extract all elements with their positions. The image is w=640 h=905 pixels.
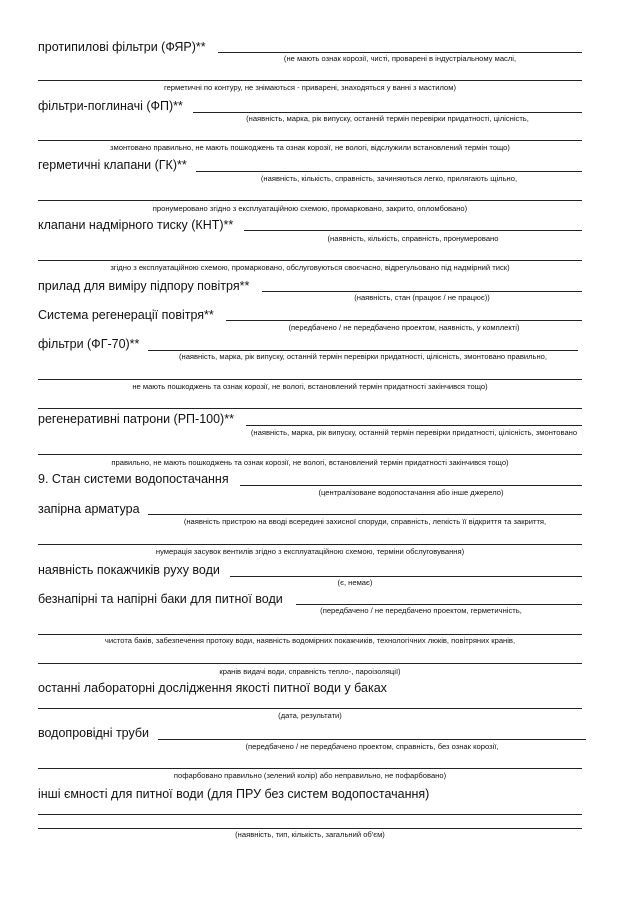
tanks-input-line[interactable] [296, 604, 582, 605]
valves-hint-2: нумерація засувок вентилів згідно з експлуатаційною схемою, терміни обслуговування) [155, 547, 465, 556]
rp100-input-line[interactable] [246, 425, 582, 426]
pressure-device-input-line[interactable] [262, 291, 582, 292]
valves-input-line[interactable] [148, 514, 582, 515]
pipes-input-line[interactable] [158, 739, 586, 740]
fpr-label: протипилові фільтри (ФЯР)** [38, 40, 206, 54]
other-tanks-hint: (наявність, тип, кількість, загальний об'єм) [235, 830, 385, 839]
rp100-hint-2: правильно, не мають пошкоджень та ознак корозії, не вологі, встановлений термін придатності закінчився тощо) [111, 458, 509, 467]
pipes-hint-2: пофарбовано правильно (зелений колір) або неправильно, не пофарбовано) [173, 771, 447, 780]
water-hint: (централізоване водопостачання або інше джерело) [318, 488, 504, 497]
water-input-line[interactable] [240, 485, 582, 486]
regen-label: Система регенерації повітря** [38, 308, 214, 322]
rp100-input-line-2[interactable] [38, 454, 582, 455]
fp-hint-2: змонтовано правильно, не мають пошкоджень та ознак корозії, не вологі, відслужили встановлений термін тощо) [110, 143, 510, 152]
tanks-input-line-3[interactable] [38, 663, 582, 664]
fp-hint-1: (наявність, марка, рік випуску, останній термін перевірки придатності, цілісність, [246, 114, 529, 123]
fg70-input-line-2[interactable] [38, 379, 582, 380]
gk-input-line-2[interactable] [38, 200, 582, 201]
gk-hint-1: (наявність, кількість, справність, зачиняються легко, прилягають щільно, [260, 174, 518, 183]
valves-hint-1: (наявність пристрою на вводі всередині захисної споруди, справність, легкість її відкриття та закриття, [183, 517, 547, 526]
knt-hint-1: (наявність, кількість, справність, пронумеровано [327, 234, 499, 243]
gk-label: герметичні клапани (ГК)** [38, 158, 187, 172]
regen-hint: (передбачено / не передбачено проектом, наявність, у комплекті) [288, 323, 520, 332]
pressure-device-hint: (наявність, стан (працює / не працює)) [354, 293, 490, 302]
regen-input-line[interactable] [226, 320, 582, 321]
fpr-input-line-2[interactable] [38, 80, 582, 81]
tanks-label: безнапірні та напірні баки для питної води [38, 592, 283, 606]
tanks-hint-1: (передбачено / не передбачено проектом, герметичність, [320, 606, 522, 615]
lab-hint: (дата, результати) [278, 711, 342, 720]
gk-input-line[interactable] [196, 171, 582, 172]
knt-hint-2: згідно з експлуатаційною схемою, промарковано, обслуговуються своєчасно, відрегульовано під надмірний тиск) [110, 263, 510, 272]
valves-label: запірна арматура [38, 502, 140, 516]
lab-input-line[interactable] [38, 708, 582, 709]
flow-input-line[interactable] [230, 576, 582, 577]
gk-hint-2: пронумеровано згідно з експлуатаційною схемою, промарковано, закрито, опломбовано) [152, 204, 468, 213]
fg70-input-line-3[interactable] [38, 408, 582, 409]
water-label: 9. Стан системи водопостачання [38, 472, 229, 486]
tanks-hint-3: кранів видачі води, справність тепло-, пароізоляції) [219, 667, 401, 676]
fp-input-line[interactable] [193, 112, 582, 113]
fp-input-line-2[interactable] [38, 140, 582, 141]
fg70-hint-1: (наявність, марка, рік випуску, останній термін перевірки придатності, цілісність, змонтовано правильно, [178, 352, 548, 361]
rp100-hint-1: (наявність, марка, рік випуску, останній термін перевірки придатності, цілісність, змонтовано [250, 428, 578, 437]
knt-input-line-2[interactable] [38, 260, 582, 261]
other-tanks-label: інші ємності для питної води (для ПРУ без систем водопостачання) [38, 787, 430, 801]
knt-label: клапани надмірного тиску (КНТ)** [38, 218, 234, 232]
tanks-hint-2: чистота баків, забезпечення протоку води, наявність водомірних покажчиків, технологічних люків, повітряних кранів, [104, 636, 516, 645]
fg70-hint-2: не мають пошкоджень та ознак корозії, не вологі, встановлений термін придатності закінчився тощо) [132, 382, 488, 391]
knt-input-line[interactable] [244, 230, 582, 231]
tanks-input-line-2[interactable] [38, 634, 582, 635]
flow-hint: (є, немає) [337, 578, 373, 587]
pipes-input-line-2[interactable] [38, 768, 582, 769]
valves-input-line-2[interactable] [38, 544, 582, 545]
other-tanks-input-line[interactable] [38, 814, 582, 815]
rp100-label: регенеративні патрони (РП-100)** [38, 412, 234, 426]
pipes-label: водопровідні труби [38, 726, 150, 740]
lab-label: останні лабораторні дослідження якості питної води у баках [38, 681, 387, 695]
pressure-device-label: прилад для виміру підпору повітря** [38, 279, 250, 293]
fp-label: фільтри-поглиначі (ФП)** [38, 99, 183, 113]
fpr-input-line[interactable] [218, 52, 582, 53]
fpr-hint-2: герметичні по контуру, не знімаються - приварені, знаходяться у ванні з мастилом) [163, 83, 457, 92]
pipes-hint-1: (передбачено / не передбачено проектом, справність, без ознак корозії, [245, 742, 499, 751]
fpr-hint-1: (не мають ознак корозії, чисті, проварені в індустріальному маслі, [283, 54, 517, 63]
fg70-label: фільтри (ФГ-70)** [38, 337, 140, 351]
fg70-input-line[interactable] [148, 350, 578, 351]
other-tanks-input-line-2[interactable] [38, 828, 582, 829]
flow-label: наявність покажчиків руху води [38, 563, 220, 577]
